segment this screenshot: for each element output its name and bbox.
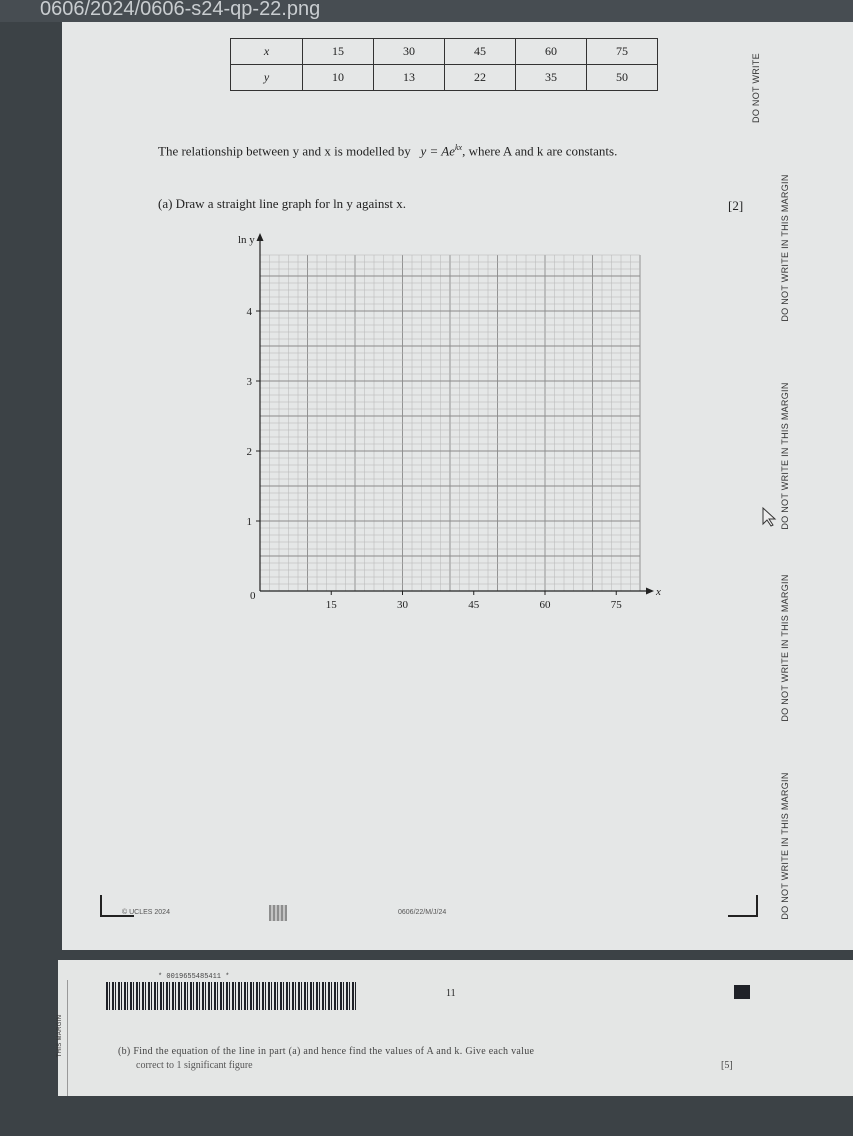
graph-grid[interactable] bbox=[222, 218, 661, 628]
table-cell: 15 bbox=[303, 39, 374, 65]
footer-code: 0606/22/M/J/24 bbox=[398, 909, 447, 916]
x-axis-arrow bbox=[646, 588, 654, 595]
registration-square bbox=[734, 985, 750, 999]
y-tick-label: 1 bbox=[246, 516, 252, 528]
statement-equation-power: kx bbox=[455, 143, 463, 152]
statement-intro: The relationship between y and x is modelled by bbox=[158, 143, 411, 159]
table-row-y bbox=[231, 65, 658, 91]
table-header-x: x bbox=[231, 39, 303, 65]
table-cell: 60 bbox=[516, 39, 587, 65]
x-tick-label: 75 bbox=[610, 599, 622, 611]
qr-code bbox=[269, 905, 287, 921]
table-cell: 75 bbox=[587, 39, 658, 65]
exam-page-2 bbox=[58, 960, 853, 1096]
table-cell: 10 bbox=[303, 65, 374, 91]
part-a-prompt: (a) Draw a straight line graph for ln y against x. bbox=[158, 196, 407, 211]
table-cell: 22 bbox=[445, 65, 516, 91]
part-b-marks: [5] bbox=[721, 1060, 733, 1071]
y-tick-label: 3 bbox=[246, 376, 252, 388]
window-title: 0606/2024/0606-s24-qp-22.png bbox=[0, 0, 853, 22]
y-tick-label: 4 bbox=[246, 306, 252, 318]
part-b-prompt-cont: correct to 1 significant figure bbox=[136, 1060, 253, 1071]
statement-equation: y = Ae bbox=[420, 143, 455, 159]
registration-mark bbox=[728, 895, 758, 917]
x-tick-label: 45 bbox=[468, 599, 480, 611]
grid-lines bbox=[260, 255, 640, 591]
page-number: 11 bbox=[446, 988, 456, 999]
margin-note: DO NOT WRITE IN THIS MARGIN bbox=[780, 382, 790, 530]
margin-note: DO NOT WRITE IN THIS MARGIN bbox=[780, 574, 790, 722]
y-axis-label: ln y bbox=[238, 234, 255, 246]
table-cell: 30 bbox=[374, 39, 445, 65]
margin-note: THIS MARGIN bbox=[57, 1014, 63, 1058]
part-b-prompt: (b) Find the equation of the line in part (a) and hence find the values of A and k. Give each value bbox=[118, 1046, 535, 1057]
table-cell: 35 bbox=[516, 65, 587, 91]
part-a-marks: [2] bbox=[728, 198, 744, 213]
x-tick-label: 30 bbox=[397, 599, 408, 611]
table-cell: 13 bbox=[374, 65, 445, 91]
statement-tail: , where A and k are constants. bbox=[462, 143, 618, 159]
y-axis-arrow bbox=[257, 233, 264, 241]
question-statement bbox=[158, 143, 617, 159]
margin-note: DO NOT WRITE IN THIS MARGIN bbox=[780, 174, 790, 322]
footer-copyright: © UCLES 2024 bbox=[122, 909, 170, 916]
data-table bbox=[230, 38, 658, 91]
table-header-y: y bbox=[231, 65, 303, 91]
table-row-x bbox=[231, 39, 658, 65]
origin-label: 0 bbox=[250, 590, 256, 602]
margin-note: DO NOT WRITE bbox=[751, 53, 761, 123]
margin-note: DO NOT WRITE IN THIS MARGIN bbox=[780, 772, 790, 920]
tick-labels bbox=[247, 306, 623, 611]
x-tick-label: 15 bbox=[325, 599, 337, 611]
y-tick-label: 2 bbox=[246, 446, 252, 458]
x-tick-label: 60 bbox=[539, 599, 551, 611]
barcode bbox=[106, 982, 358, 1010]
x-axis-label: x bbox=[656, 586, 661, 598]
page2-code: * 0019655485411 * bbox=[158, 973, 230, 981]
exam-page bbox=[62, 22, 853, 950]
table-cell: 50 bbox=[587, 65, 658, 91]
mouse-cursor-icon bbox=[761, 506, 781, 528]
table-cell: 45 bbox=[445, 39, 516, 65]
